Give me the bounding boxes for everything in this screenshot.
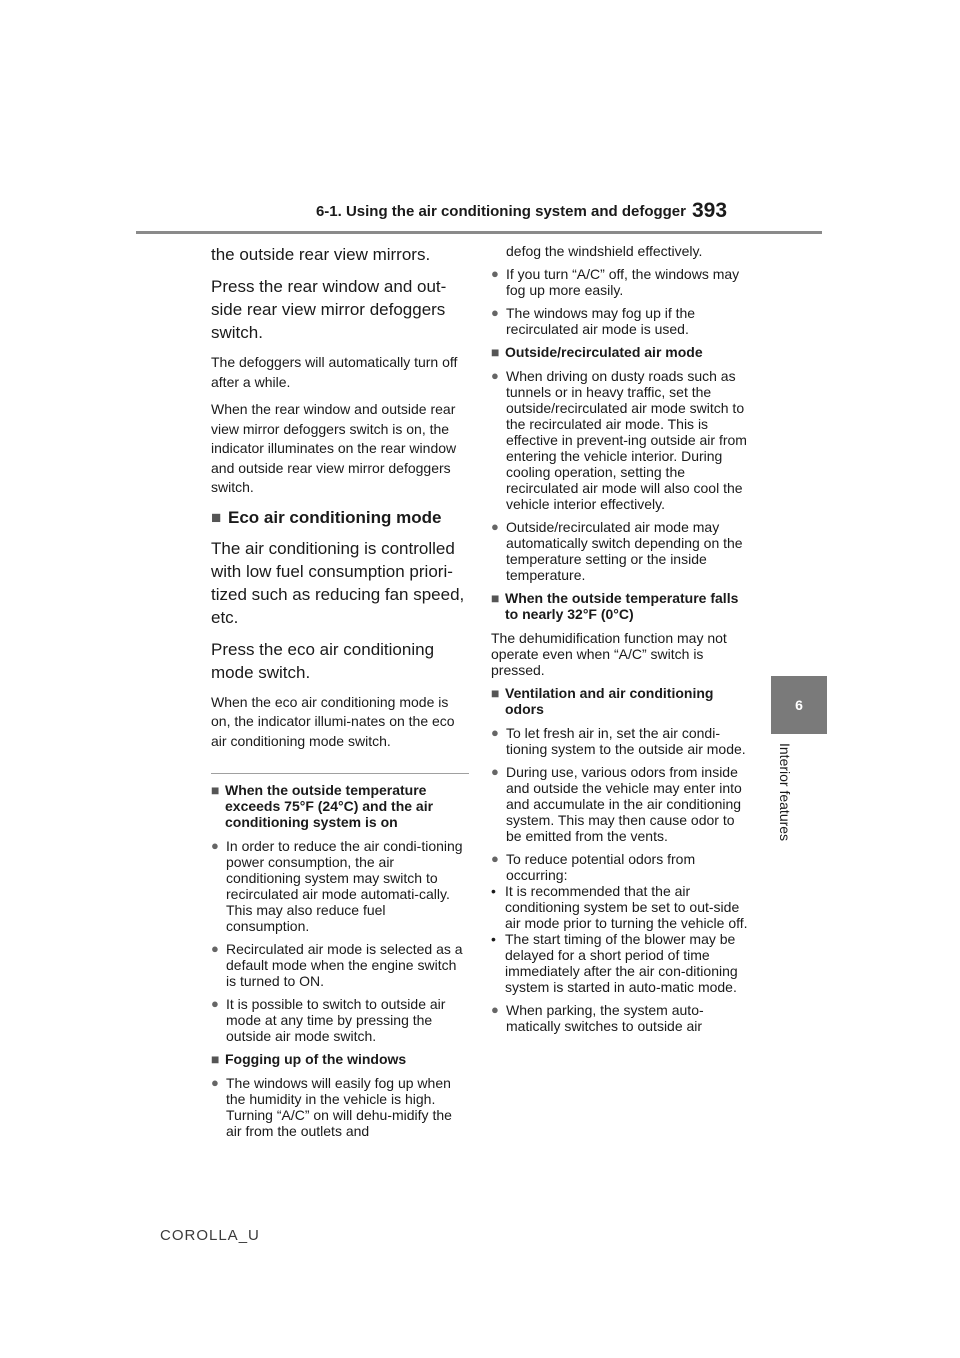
square-bullet-icon: ■ [491,590,500,606]
list-item [491,851,753,883]
dash-bullet-icon: • [491,931,496,947]
circle-bullet-icon: ● [491,305,499,320]
list-item-text: In order to reduce the air condi-tioning power consumption, the air conditioning system may switch to recirculated air mode automati-cally. This may also reduce fuel consumption. [226,838,463,934]
header-title: 6-1. Using the air conditioning system and defogger [315,203,686,220]
square-bullet-icon: ■ [211,507,222,527]
header-rule [136,231,822,234]
recirc-heading-text: Outside/recirculated air mode [505,344,703,360]
hot-temp-heading [211,782,469,830]
list-item [491,1002,753,1034]
list-item [211,996,469,1044]
circle-bullet-icon: ● [211,996,219,1011]
dash-item [491,931,753,995]
list-item-text: If you turn “A/C” off, the windows may fog up more easily. [506,266,740,298]
chapter-label: Interior features [777,743,793,842]
left-column [211,243,469,1146]
eco-section-heading [211,506,469,529]
fog-bullet-continuation: defog the windshield effectively. [506,243,703,259]
fog-heading-text: Fogging up of the windows [225,1051,407,1067]
list-item-text: To reduce potential odors from occurring: [506,851,696,883]
cold-temp-heading-text: When the outside temperature falls to nearly 32°F (0°C) [505,590,739,622]
cold-temp-text: The dehumidification function may not operate even when “A/C” switch is pressed. [491,630,727,678]
intro-fragment: the outside rear view mirrors. [211,245,431,264]
square-bullet-icon: ■ [211,782,220,798]
chapter-number: 6 [795,697,803,713]
fog-heading [211,1051,469,1067]
dash-item-text: The start timing of the blower may be delayed for a short period of time immediately after the air con-ditioning system is started in auto-matic mode. [505,931,738,995]
square-bullet-icon: ■ [211,1051,220,1067]
circle-bullet-icon: ● [491,1002,499,1017]
circle-bullet-icon: ● [491,725,499,740]
circle-bullet-icon: ● [211,941,219,956]
circle-bullet-icon: ● [491,266,499,281]
list-item-text: When driving on dusty roads such as tunnels or in heavy traffic, set the outside/recirculated air mode switch to the recirculated air mode. This is effective in prevent-ing outside air from entering the vehicle interior. During cooling operation, setting the recirculated air mode will also cool the vehicle interior effectively. [506,368,747,512]
list-item [491,368,753,512]
odor-heading-text: Ventilation and air conditioning odors [505,685,714,717]
list-item [211,1075,469,1139]
recirc-heading [491,344,753,360]
eco-heading-text: Eco air conditioning mode [228,507,442,527]
list-item-text: The windows may fog up if the recirculated air mode is used. [506,305,696,337]
eco-instruction: Press the eco air conditioning mode switch. [211,639,435,682]
section-divider [211,773,469,774]
square-bullet-icon: ■ [491,344,500,360]
list-item-text: When parking, the system auto-matically switches to outside air [506,1002,704,1034]
right-column [491,243,753,1041]
square-bullet-icon: ■ [491,685,500,701]
dash-item-text: It is recommended that the air conditioning system be set to out-side air mode prior to turning the vehicle off. [505,883,748,931]
list-item-text: To let fresh air in, set the air condi-tioning system to the outside air mode. [506,725,746,757]
circle-bullet-icon: ● [491,519,499,534]
circle-bullet-icon: ● [211,1075,219,1090]
circle-bullet-icon: ● [491,851,499,866]
eco-description: The air conditioning is controlled with low fuel consumption priori-tized such as reducing fan speed, etc. [211,538,465,627]
list-item-text: Outside/recirculated air mode may automatically switch depending on the temperature setting or the inside temperature. [506,519,743,583]
circle-bullet-icon: ● [491,764,499,779]
list-item [211,941,469,989]
circle-bullet-icon: ● [211,838,219,853]
list-item [491,266,753,298]
hot-temp-heading-text: When the outside temperature exceeds 75°F (24°C) and the air conditioning system is on [225,782,434,830]
chapter-tab[interactable] [771,676,827,734]
list-item-text: It is possible to switch to outside air mode at any time by pressing the outside air mode switch. [226,996,446,1044]
dash-item [491,883,753,931]
circle-bullet-icon: ● [491,368,499,383]
defogger-note-1: The defoggers will automatically turn off after a while. [211,354,458,390]
list-item-text: The windows will easily fog up when the humidity in the vehicle is high. Turning “A/C” on will dehu-midify the air from the outlets and [226,1075,452,1139]
list-item-text: During use, various odors from inside and outside the vehicle may enter into and accumulate in the air conditioning system. This may then cause odor to be emitted from the vents. [506,764,742,844]
dash-bullet-icon: • [491,883,496,899]
list-item [211,838,469,934]
list-item-text: Recirculated air mode is selected as a default mode when the engine switch is turned to ON. [226,941,463,989]
defogger-note-2: When the rear window and outside rear view mirror defoggers switch is on, the indicator illuminates on the rear window and outside rear view mirror defoggers switch. [211,401,457,495]
list-item [491,305,753,337]
page-number: 393 [692,199,728,222]
odor-heading [491,685,753,717]
list-item [491,519,753,583]
defogger-instruction: Press the rear window and out-side rear view mirror defoggers switch. [211,277,447,342]
cold-temp-heading [491,590,753,622]
footer-code: COROLLA_U [160,1227,260,1244]
eco-note: When the eco air conditioning mode is on, the indicator illumi-nates on the eco air conditioning mode switch. [211,693,455,749]
list-item [491,764,753,844]
list-item [491,725,753,757]
